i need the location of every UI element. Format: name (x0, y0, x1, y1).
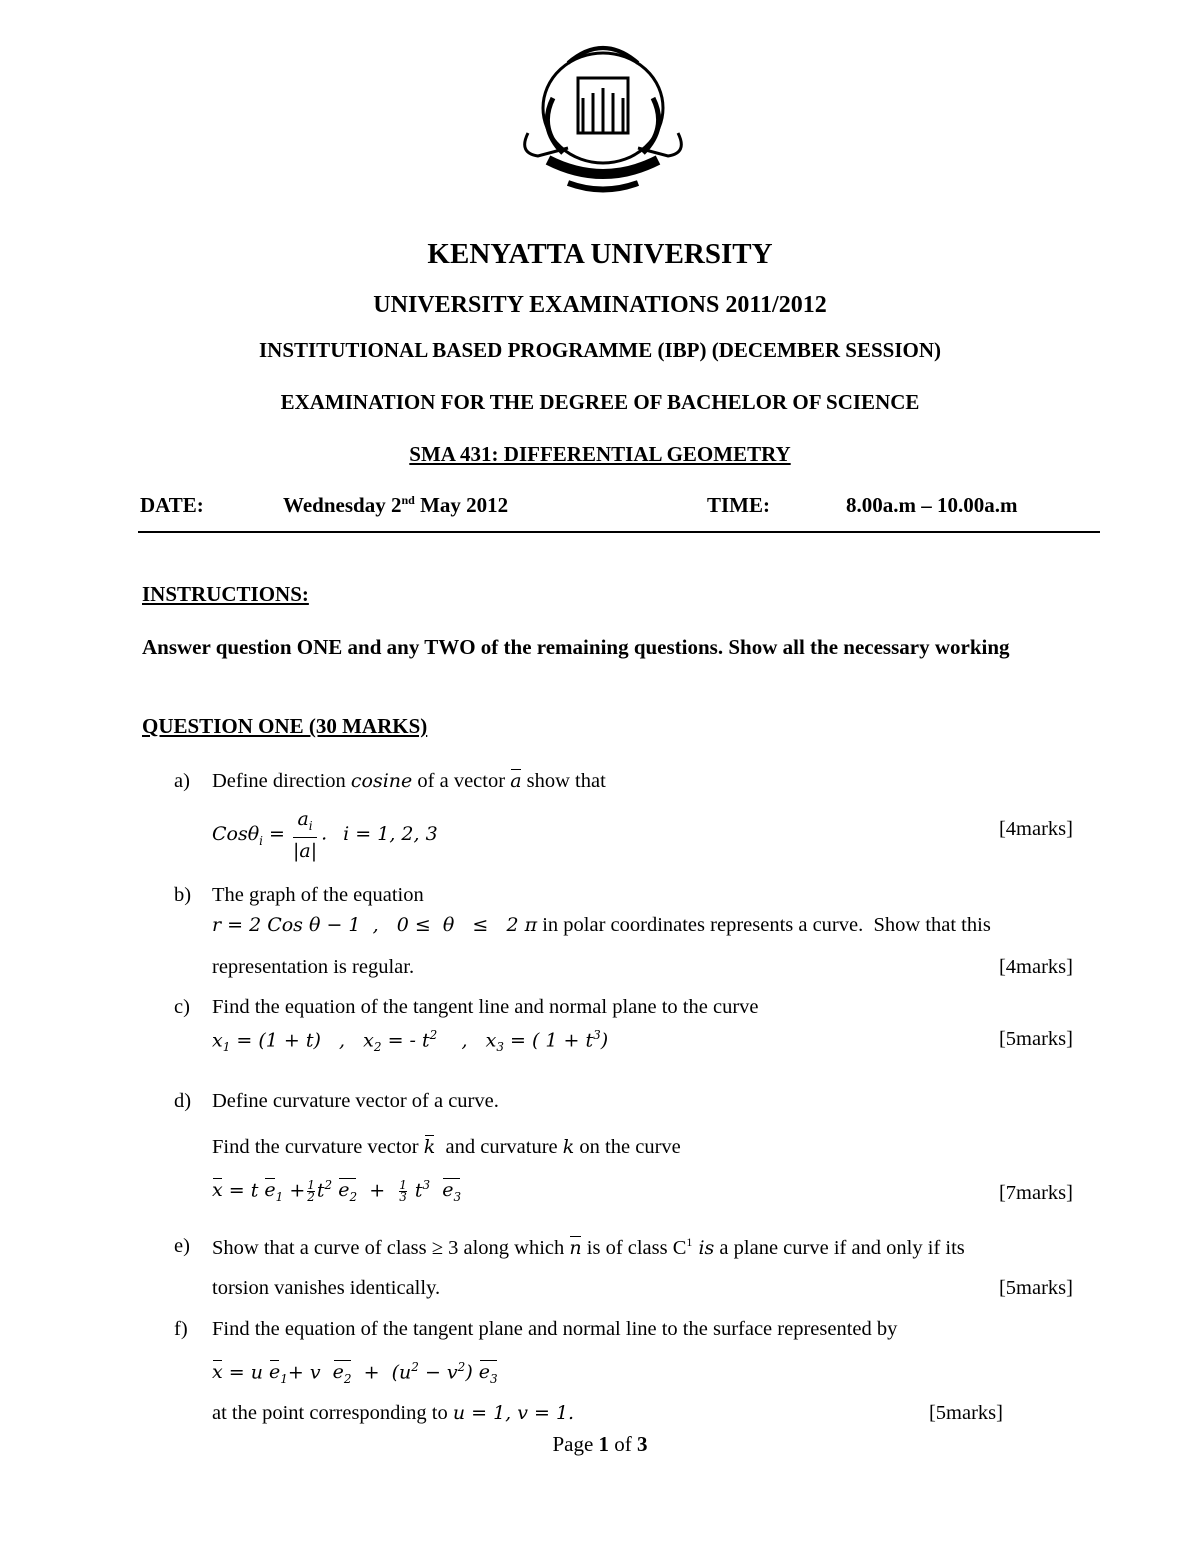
page-footer: Page 1 of 3 (552, 1432, 648, 1456)
degree-title: EXAMINATION FOR THE DEGREE OF BACHELOR OF SCIENCE (280, 390, 920, 414)
item-e-marks: [5marks] (998, 1277, 1073, 1299)
item-b-marks: [4marks] (998, 956, 1073, 978)
programme-title: INSTITUTIONAL BASED PROGRAMME (IBP) (DECEMBER SESSION) (258, 338, 942, 362)
header-divider (138, 531, 1100, 533)
university-crest-icon (508, 38, 698, 203)
instructions-heading: INSTRUCTIONS: (142, 582, 309, 606)
item-d-marks: [7marks] (998, 1182, 1073, 1204)
item-a-formula: Cosθ$_i$ = $\frac{a_i}{|a|}$ . i = 1, 2, 3 (212, 808, 438, 862)
instructions-text: Answer question ONE and any TWO of the remaining questions. Show all the necessary working (142, 635, 1010, 659)
item-a-label: a) (174, 770, 190, 792)
item-f-label: f) (174, 1318, 188, 1340)
course-title: SMA 431: DIFFERENTIAL GEOMETRY (409, 442, 791, 466)
time-label: TIME: (707, 493, 770, 517)
date-value: Wednesday 2nd May 2012 (283, 493, 509, 517)
item-c-formula: $x_1 = (1 + t)$ , $x_2$ = - $t^2$ , $x_3$ = ( $1 + t^3$) (212, 1028, 609, 1055)
item-c-line1: Find the equation of the tangent line and normal plane to the curve (212, 996, 759, 1018)
time-value: 8.00a.m – 10.00a.m (846, 493, 1018, 517)
item-d-line1: Define curvature vector of a curve. (212, 1090, 499, 1112)
item-e-line1: Show that a curve of class ≥ 3 along which n is of class $C^1$ is a plane curve if and only if its (212, 1235, 965, 1259)
item-d-formula: x = t $e_1$ + 1 2 $t^2$ $e_2$ + 1 3 $t^3$ $e_3$ (212, 1177, 462, 1205)
university-name: KENYATTA UNIVERSITY (427, 238, 773, 270)
item-c-marks: [5marks] (998, 1028, 1073, 1050)
item-f-formula: x = u $e_1+ v$ $e_2 + (u^2 - v^2)$ $e_3$ (212, 1360, 498, 1387)
exam-title: UNIVERSITY EXAMINATIONS 2011/2012 (373, 292, 827, 318)
item-b-line2: r = 2 Cos θ − 1 , 0 ≤ θ ≤ 2 π in polar coordinates represents a curve. Show that this (212, 914, 991, 936)
item-f-line3: at the point corresponding to u = 1, v = 1. (212, 1402, 575, 1424)
item-f-marks: [5marks] (928, 1402, 1003, 1424)
item-e-label: e) (174, 1235, 190, 1257)
item-e-line2: torsion vanishes identically. (212, 1277, 441, 1299)
item-c-label: c) (174, 996, 190, 1018)
item-b-line3: representation is regular. (212, 956, 415, 978)
item-f-line1: Find the equation of the tangent plane and normal line to the surface represented by (212, 1318, 898, 1340)
item-b-line1: The graph of the equation (212, 884, 424, 906)
item-d-line2: Find the curvature vector k and curvature k on the curve (212, 1136, 681, 1158)
item-b-label: b) (174, 884, 192, 906)
date-label: DATE: (140, 493, 204, 517)
item-a-marks: [4marks] (998, 818, 1073, 840)
item-d-label: d) (174, 1090, 192, 1112)
question-one-heading: QUESTION ONE (30 MARKS) (142, 714, 428, 738)
item-a-text: Define direction cosine of a vector a show that (212, 770, 606, 792)
